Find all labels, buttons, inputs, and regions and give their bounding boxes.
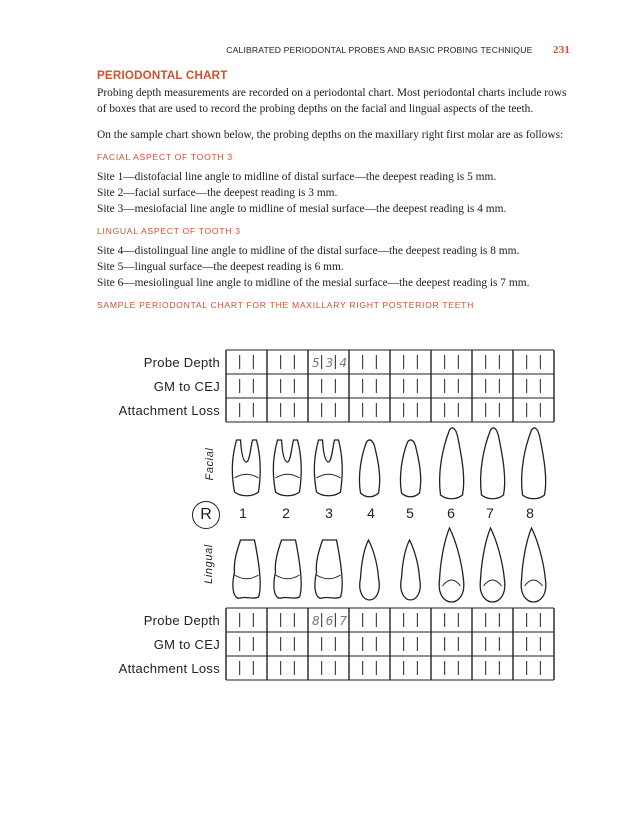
tooth-number-3: 3 bbox=[325, 505, 333, 521]
facial-depth-site-1: 5 bbox=[312, 356, 320, 370]
tooth-number-6: 6 bbox=[447, 505, 455, 521]
chart-heading: SAMPLE PERIODONTAL CHART FOR THE MAXILLARY RIGHT POSTERIOR TEETH bbox=[97, 300, 475, 310]
lingual-site-6: Site 6—mesiolingual line angle to midline of the mesial surface—the deepest reading is 7 mm. bbox=[97, 277, 530, 289]
lingual-teeth bbox=[233, 528, 546, 602]
lingual-aspect-heading: LINGUAL ASPECT OF TOOTH 3 bbox=[97, 226, 241, 236]
facial-attachment-loss-label: Attachment Loss bbox=[118, 403, 220, 418]
right-side-badge: R bbox=[192, 501, 220, 529]
lingual-depth-site-6: 7 bbox=[339, 614, 347, 628]
tooth-number-1: 1 bbox=[239, 505, 247, 521]
intro-paragraph: Probing depth measurements are recorded on a periodontal chart. Most periodontal charts include rows of boxes that are used to record the probing depths on the facial and lingual aspects of the teeth. bbox=[97, 87, 567, 115]
facial-grid bbox=[226, 350, 554, 422]
tooth-number-8: 8 bbox=[526, 505, 534, 521]
facial-site-3: Site 3—mesiofacial line angle to midline of mesial surface—the deepest reading is 4 mm. bbox=[97, 203, 507, 215]
page-number: 231 bbox=[553, 44, 570, 56]
tooth-number-4: 4 bbox=[367, 505, 375, 521]
facial-aspect-heading: FACIAL ASPECT OF TOOTH 3 bbox=[97, 152, 233, 162]
lingual-depth-site-5: 6 bbox=[325, 614, 334, 628]
tooth-number-5: 5 bbox=[406, 505, 414, 521]
running-head-title: CALIBRATED PERIODONTAL PROBES AND BASIC PROBING TECHNIQUE bbox=[226, 45, 533, 55]
lingual-depth-site-4: 8 bbox=[312, 614, 320, 628]
facial-site-1: Site 1—distofacial line angle to midline of distal surface—the deepest reading is 5 mm. bbox=[97, 171, 497, 183]
lingual-probe-depth-label: Probe Depth bbox=[143, 613, 220, 628]
lingual-attachment-loss-label: Attachment Loss bbox=[118, 661, 220, 676]
facial-site-2: Site 2—facial surface—the deepest reading is 3 mm. bbox=[97, 187, 338, 199]
facial-depth-site-3: 4 bbox=[339, 356, 347, 370]
sample-intro-paragraph: On the sample chart shown below, the probing depths on the maxillary right first molar are as follows: bbox=[97, 129, 564, 141]
facial-teeth bbox=[232, 428, 545, 499]
lingual-site-4: Site 4—distolingual line angle to midline of the distal surface—the deepest reading is 8 mm. bbox=[97, 245, 520, 257]
facial-gm-cej-label: GM to CEJ bbox=[153, 379, 220, 394]
facial-probe-depth-label: Probe Depth bbox=[143, 355, 220, 370]
facial-depth-site-2: 3 bbox=[325, 356, 334, 370]
tooth-number-2: 2 bbox=[282, 505, 290, 521]
lingual-gm-cej-label: GM to CEJ bbox=[153, 637, 220, 652]
lingual-side-label: Lingual bbox=[203, 544, 215, 584]
tooth-number-7: 7 bbox=[486, 505, 494, 521]
section-title: PERIODONTAL CHART bbox=[97, 69, 228, 82]
facial-side-label: Facial bbox=[204, 447, 216, 481]
lingual-site-5: Site 5—lingual surface—the deepest reading is 6 mm. bbox=[97, 261, 344, 273]
lingual-grid bbox=[226, 608, 554, 680]
